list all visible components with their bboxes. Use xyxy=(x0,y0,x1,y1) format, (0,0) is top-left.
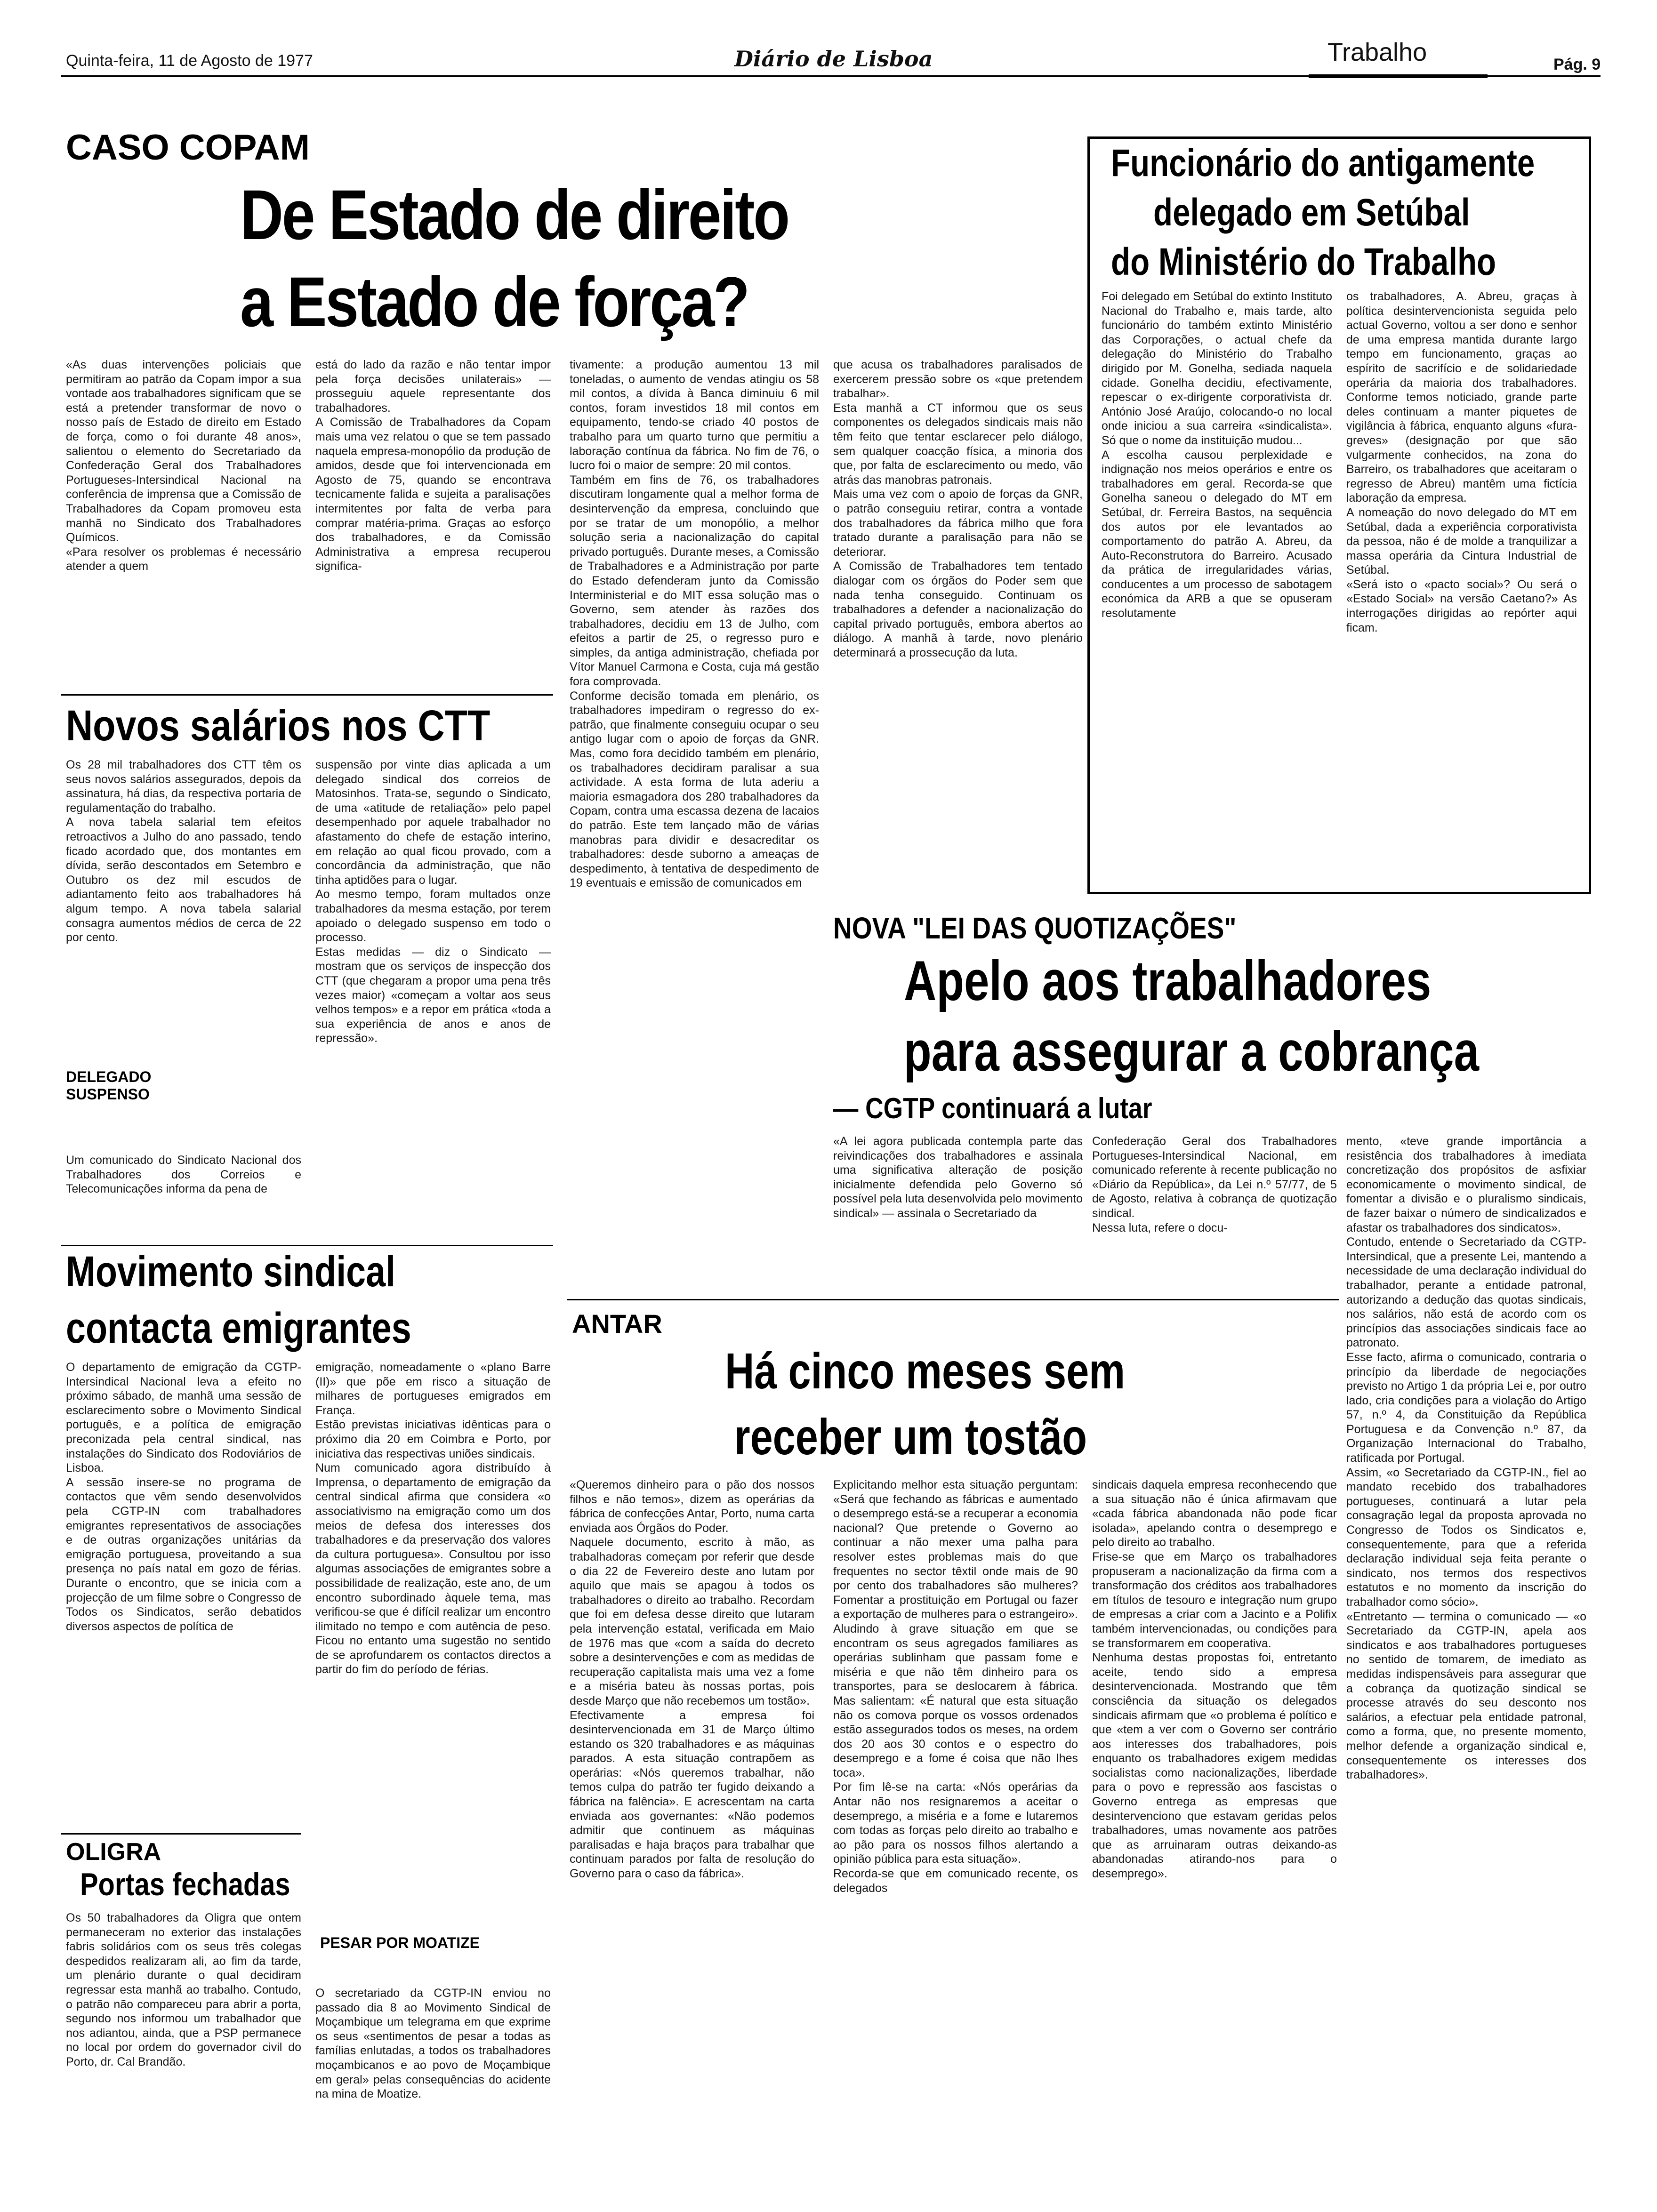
copam-col4: que acusa os trabalhadores paralisados de exercerem pressão sobre os «que pretendem trabalhar». Esta manhã a CT informou que os seus componentes os delegados sindicais mais não têm feito que tentar esclarecer pelo diálogo, sem qualquer coacção física, a minoria dos que, por falta de esclarecimento ou medo, vão atrás das manobras patronais. Mais uma vez com o apoio de forças da GNR, o patrão conseguiu retirar, contra a vontade dos trabalhadores da fábrica milho que fora tratado durante a paralisação para não se deteriorar. A Comissão de Trabalhadores tem tentado dialogar com os órgãos do Poder sem que nada tenha conseguido. Continuam os trabalhadores a defender a nacionalização do capital privado português, embora abertos ao diálogo. A manhã à tarde, novo plenário determinará a prossecução da luta. xyxy=(833,358,1083,659)
copam-col2: está do lado da razão e não tentar impor pela força decisões unilaterais» — prosseguiu aquele representante dos trabalhadores. A Comissão de Trabalhadores da Copam mais uma vez relatou o que se tem passado naquela empresa-monopólio da produção de amidos, desde que foi intervencionada em Agosto de 75, quando se encontrava tecnicamente falida e sujeita a paralisações intermitentes por falta de verba para comprar matéria-prima. Graças ao esforço dos trabalhadores, e da Comissão Administrativa a empresa recuperou significa- xyxy=(315,358,551,573)
oligra-rule xyxy=(61,1833,301,1835)
section-label: Trabalho xyxy=(1327,38,1427,66)
quotizacoes-title-line1: Apelo aos trabalhadores xyxy=(904,949,1432,1012)
movimento-col1: O departamento de emigração da CGTP-Intersindical Nacional leva a efeito no próximo sábado, de manhã uma sessão de esclarecimento sobre o Movimento Sindical português, e a política de emigração preconizada pela central sindical, nas instalações do Sindicato dos Rodoviários de Lisboa. A sessão insere-se no programa de contactos que vêm sendo desenvolvidos pela CGTP-IN com trabalhadores emigrantes representativos de associações e de outras organizações unitárias da emigração portuguesa, proveitando a sua presença no país natal em gozo de férias. Durante o encontro, que se inicia com a projecção de um filme sobre o Congresso de Todos os Sindicatos, serão debatidos diversos aspectos de política de xyxy=(66,1361,301,1633)
salarios-col2: suspensão por vinte dias aplicada a um delegado sindical dos correios de Matosinhos. Trata-se, segundo o Sindicato, de uma «atitude de retaliação» pelo papel desempenhado por aquele trabalhador no afastamento do chefe de estação interino, em relação ao qual ficou provado, com a concordância da administração, que não tinha aptidões para o lugar. Ao mesmo tempo, foram multados onze trabalhadores da mesma estação, por terem apoiado o delegado suspenso em todo o processo. Estas medidas — diz o Sindicato — mostram que os serviços de inspecção dos CTT (que chegaram a propor uma pena três vezes maior) «começam a voltar aos seus velhos tempos» e a repor em prática «toda a sua experiência de anos e anos de repressão». xyxy=(315,758,551,1045)
antar-col1: «Queremos dinheiro para o pão dos nossos filhos e não temos», dizem as operárias da fábrica de confecções Antar, Porto, numa carta enviada aos Órgãos do Poder. Naquele documento, escrito à mão, as trabalhadoras começam por referir que desde o dia 22 de Fevereiro deste ano lutam por aquilo que mais se apagou à todos os trabalhadores o direito ao trabalho. Recordam que foi em defesa desse direito que lutaram pela intervenção estatal, verificada em Maio de 1976 mas que «com a saída do decreto sobre a desintervenções e com as medidas de recuperação capitalista mais uma vez a fome e a miséria bateu às nossas portas, pois desde Março que não recebemos um tostão». Efectivamente a empresa foi desintervencionada em 31 de Março último estando os 320 trabalhadores e as máquinas parados. A esta situação contrapõem as operárias: «Nós queremos trabalhar, não temos culpa do patrão ter fugido deixando a fábrica na falência». E acrescentam na carta enviada aos governantes: «Não podemos admitir que continuem as máquinas paralisadas e haja braços para trabalhar que continuam parados por falta de resolução do Governo para o caso da fábrica». xyxy=(570,1478,814,1881)
antar-rule xyxy=(567,1299,1339,1300)
salarios-title: Novos salários nos CTT xyxy=(66,702,491,750)
funcionario-col1: Foi delegado em Setúbal do extinto Instituto Nacional do Trabalho e, mais tarde, alto funcionário do também extinto Ministério das Corporações, o actual chefe da delegação do Ministério do Trabalho dirigido por M. Gonelha, sediada naquela cidade. Gonelha decidiu, efectivamente, repescar o ex-dirigente corporativista dr. António José Araújo, colocando-o no local onde iniciou a sua carreira «sindicalista». Só que o nome da instituição mudou... A escolha causou perplexidade e indignação nos meios operários e entre os trabalhadores em geral. Recorda-se que Gonelha saneou o delegado do MT em Setúbal, dr. Ferreira Bastos, na sequência dos autos por ele levantados ao comportamento do patrão A. Abreu, da Auto-Reconstrutora do Barreiro. Acusado da prática de irregularidades várias, conducentes a um processo de sabotagem económica da ARB a que se opuseram resolutamente xyxy=(1102,290,1332,620)
quotizacoes-col1: «A lei agora publicada contempla parte das reivindicações dos trabalhadores e assinala uma significativa alteração de posição inicialmente defendida pelo Governo só possível pela luta desenvolvida pelo movimento sindical» — assinala o Secretariado da xyxy=(833,1135,1086,1220)
copam-title-line2: a Estado de força? xyxy=(240,262,748,341)
masthead: Diário de Lisboa xyxy=(734,46,933,72)
salarios-col1b: Um comunicado do Sindicato Nacional dos Trabalhadores dos Correios e Telecomunicações informa da pena de xyxy=(66,1154,305,1196)
quotizacoes-kicker: NOVA "LEI DAS QUOTIZAÇÕES" xyxy=(833,911,1237,945)
funcionario-col2: os trabalhadores, A. Abreu, graças à política desintervencionista seguida pelo actual Governo, voltou a ser dono e senhor de uma empresa mantida durante largo tempo em funcionamento, graças ao espírito de sacrifício e de solidariedade operária da maioria dos trabalhadores. Conforme temos noticiado, grande parte deles continuam a manter piquetes de vigilância à fábrica, enquanto alguns «fura-greves» (designação por que são vulgarmente conhecidos, na zona do Barreiro, os trabalhadores que aceitaram o regresso de Abreu) mantêm uma fictícia laboração da empresa. A nomeação do novo delegado do MT em Setúbal, dada a experiência corporativista da pessoa, não é de molde a tranquilizar a massa operária da Cintura Industrial de Setúbal. «Será isto o «pacto social»? Ou será o «Estado Social» na versão Caetano?» As interrogações dirigidas ao repórter aqui ficam. xyxy=(1346,290,1577,634)
antar-col2: Explicitando melhor esta situação perguntam: «Será que fechando as fábricas e aumentado o desemprego está-se a recuperar a economia nacional? Que pretende o Governo ao continuar a não mexer uma palha para resolver estes problemas mais do que frequentes no sector têxtil onde mais de 90 por cento dos trabalhadores são mulheres? Fomentar a prostituição em Portugal ou fazer a exportação de mulheres para o estrangeiro». Aludindo à grave situação em que se encontram os seus agregados familiares as operárias sublinham que passam fome e miséria e que não têm dinheiro para os transportes, para se deslocarem à fábrica. Mas salientam: «É natural que esta situação não os comova porque os vossos ordenados estão assegurados todos os meses, na ordem dos 20 aos 30 contos e o espectro do desemprego e a fome é coisa que não lhes toca». Por fim lê-se na carta: «Nós operárias da Antar não nos resignaremos a aceitar o desemprego, a miséria e a fome e lutaremos com todas as forças pelo direito ao trabalho e ao pão para os nossos filhos alertando a opinião pública para esta situação». Recorda-se que em comunicado recente, os delegados xyxy=(833,1478,1078,1895)
quotizacoes-col3: mento, «teve grande importância a resistência dos trabalhadores à imediata concretização dos propósitos de asfixiar economicamente o movimento sindical, de fomentar a divisão e o pluralismo sindicais, de fazer baixar o número de sindicalizados e afastar os trabalhadores dos sindicatos». Contudo, entende o Secretariado da CGTP-Intersindical, que a presente Lei, mantendo a necessidade de uma declaração individual do trabalhador, perante a entidade patronal, autorizando a dedução das quotas sindicais, nos salários, não está de acordo com os princípios das associações sindicais face ao patronato. Esse facto, afirma o comunicado, contraria o princípio da liberdade de negociações previsto no Artigo 1 da própria Lei e, por outro lado, cria condições para a violação do Artigo 57, n.º 4, da Constituição da República Portuguesa e da Convenção n.º 87, da Organização Internacional do Trabalho, ratificada por Portugal. Assim, «o Secretariado da CGTP-IN., fiel ao mandato recebido dos trabalhadores portugueses, continuará a lutar pela consagração legal da proposta aprovada no Congresso de Todos os Sindicatos e, consequentemente, para que a referida declaração individual seja feita perante o sindicato, nos termos dos respectivos estatutos e no momento da inscrição do trabalhador como sócio». «Entretanto — termina o comunicado — «o Secretariado da CGTP-IN, apela aos sindicatos e aos trabalhadores portugueses no sentido de tomarem, de imediato as medidas indispensáveis para assegurar que a cobrança da quotização sindical se processe através do seu desconto nos salários, a efectuar pela entidade patronal, como a forma, que, no presente momento, melhor defende a organização sindical e, consequentemente os interesses dos trabalhadores». xyxy=(1346,1135,1586,1782)
funcionario-title-line2: delegado em Setúbal xyxy=(1153,191,1470,234)
oligra-body: Os 50 trabalhadores da Oligra que ontem permaneceram no exterior das instalações fabris solidários com os seus três colegas despedidos realizaram ali, ao fim da tarde, um plenário durante o qual decidiram regressar esta manhã ao trabalho. Contudo, o patrão não compareceu para abrir a porta, segundo nos informou um trabalhador que nos adiantou, ainda, que a PSP permanece no local por ordem do governador civil do Porto, dr. Cal Brandão. xyxy=(66,1911,305,2068)
quotizacoes-title-line2: para assegurar a cobrança xyxy=(904,1020,1479,1083)
copam-title-line1: De Estado de direito xyxy=(240,175,788,254)
antar-title-line2: receber um tostão xyxy=(734,1408,1087,1465)
antar-kicker: ANTAR xyxy=(572,1309,662,1338)
oligra-title: Portas fechadas xyxy=(80,1867,290,1902)
oligra-kicker: OLIGRA xyxy=(66,1838,161,1866)
salarios-rule xyxy=(61,694,553,696)
copam-col3: tivamente: a produção aumentou 13 mil toneladas, o aumento de vendas atingiu os 58 mil contos, a dívida à Banca diminuiu 6 mil contos, foram investidos 18 mil contos em equipamento, tendo-se criado 40 postos de trabalho para um quarto turno que permitiu a laboração contínua da fábrica. No fim de 76, o lucro foi o maior de sempre: 20 mil contos. Também em fins de 76, os trabalhadores discutiram longamente qual a melhor forma de desintervenção da empresa, concluindo que por se tratar de um monopólio, a melhor solução seria a nacionalização do capital privado português. Durante meses, a Comissão de Trabalhadores e a Administração por parte do Estado defenderam junto da Comissão Interministerial e do MIT essa solução mas o Governo, sem atender às razões dos trabalhadores, decidiu em 13 de Julho, com efeitos a partir de 25, o regresso puro e simples, da antiga administração, chefiada por Vítor Manuel Carmona e Costa, cuja má gestão fora comprovada. Conforme decisão tomada em plenário, os trabalhadores impediram o regresso do ex-patrão, que finalmente conseguiu ocupar o seu antigo lugar com o apoio de forças da GNR. Mas, como fora decidido também em plenário, os trabalhadores decidiram paralisar a sua actividade. A esta forma de luta aderiu a maioria esmagadora dos 280 trabalhadores da Copam, contra uma escassa dezena de lacaios do patrão. Este tem lançado mão de várias manobras para dividir e desacreditar os trabalhadores: desde suborno a ameaças de despedimento, à tentativa de despedimento de 19 eventuais e emissão de comunicados em xyxy=(570,358,819,890)
funcionario-title-line3: do Ministério do Trabalho xyxy=(1111,240,1496,283)
copam-kicker: CASO COPAM xyxy=(66,128,310,168)
copam-col1: «As duas intervenções policiais que permitiram ao patrão da Copam impor a sua vontade aos trabalhadores significam que se está a pretender transformar de novo o nosso país de Estado de direito em Estado de força, como o foi durante 48 anos», salientou o elemento do Secretariado da Confederação Geral dos Trabalhadores Portugueses-Intersindical Nacional na conferência de imprensa que a Comissão de Trabalhadores da Copam promoveu esta manhã no Sindicato dos Trabalhadores Químicos. «Para resolver os problemas é necessário atender a quem xyxy=(66,358,301,573)
funcionario-title-line1: Funcionário do antigamente xyxy=(1111,142,1535,184)
movimento-title-line1: Movimento sindical xyxy=(66,1248,396,1296)
movimento-col2: emigração, nomeadamente o «plano Barre (II)» que põe em risco a situação de milhares de portugueses emigrados em França. Estão previstas iniciativas idênticas para o próximo dia 20 em Coimbra e Porto, por iniciativa das respectivas uniões sindicais. Num comunicado agora distribuído à Imprensa, o departamento de emigração da central sindical afirma que considera «o associativismo na emigração como um dos meios de defesa dos interesses dos trabalhadores e da preservação dos valores da cultura portuguesa». Consultou por isso algumas associações de emigrantes sobre a possibilidade de realização, este ano, de um encontro subordinado àquele tema, mas verificou-se que é difícil realizar um encontro ilimitado no tempo e com autência de peso. Ficou no entanto uma sugestão no sentido de se aprofundarem os contactos directos a partir do fim do período de férias. xyxy=(315,1361,551,1676)
quotizacoes-subtitle: — CGTP continuará a lutar xyxy=(833,1092,1152,1125)
pesar-body: O secretariado da CGTP-IN enviou no passado dia 8 ao Movimento Sindical de Moçambique um telegrama em que exprime os seus «sentimentos de pesar a todas as famílias enlutadas, a todos os trabalhadores moçambicanos e ao povo de Moçambique em geral» pelas consequências do acidente na mina de Moatize. xyxy=(315,1987,554,2101)
antar-col3: sindicais daquela empresa reconhecendo que a sua situação não é única afirmavam que «cada fábrica abandonada não pode ficar isolada», apelando contra o desemprego e pelo direito ao trabalho. Frise-se que em Março os trabalhadores propuseram a nacionalização da firma com a transformação dos créditos aos trabalhadores em títulos de tesouro e integração num grupo de empresas a criar com a Jacinto e a Polifix também intervencionadas, ou condições para se transformarem em cooperativa. Nenhuma destas propostas foi, entretanto aceite, tendo sido a empresa desintervencionada. Mostrando que têm consciência da situação os delegados sindicais afirmam que «o problema é político e que «tem a ver com o Governo ser contrário aos interesses dos trabalhadores, pois enquanto os trabalhadores exigem medidas socialistas como nacionalizações, liberdade para o povo e repressão aos fascistas o Governo entrega as empresas que desintervenciono que estavam geridas pelos trabalhadores, umas novamente aos patrões que as arruinaram outras deixando-as abandonadas atirando-nos para o desemprego». xyxy=(1092,1478,1337,1881)
page-number: Pág. 9 xyxy=(1553,56,1601,73)
header-date: Quinta-feira, 11 de Agosto de 1977 xyxy=(66,52,313,70)
quotizacoes-col2: Confederação Geral dos Trabalhadores Portugueses-Intersindical Nacional, em comunicado referente à recente publicação no «Diário da República», da Lei n.º 57/77, de 5 de Agosto, relativa à cobrança de quotização sindical. Nessa luta, refere o docu- xyxy=(1092,1135,1337,1234)
pesar-title: PESAR POR MOATIZE xyxy=(320,1934,480,1951)
section-underline xyxy=(1309,74,1488,78)
antar-title-line1: Há cinco meses sem xyxy=(725,1342,1126,1399)
movimento-rule xyxy=(61,1245,553,1246)
salarios-col1: Os 28 mil trabalhadores dos CTT têm os seus novos salários assegurados, depois da assinatura, há dias, da respectiva portaria de regulamentação do trabalho. A nova tabela salarial tem efeitos retroactivos a Julho do ano passado, tendo ficado acordado que, dos montantes em dívida, serão descontados em Setembro e Outubro os dez mil escudos de adiantamento feito aos trabalhadores há algum tempo. A nova tabela salarial consagra aumentos médios de cerca de 22 por cento. xyxy=(66,758,301,945)
delegado-subhead: DELEGADO SUSPENSO xyxy=(66,1068,152,1103)
movimento-title-line2: contacta emigrantes xyxy=(66,1304,411,1352)
